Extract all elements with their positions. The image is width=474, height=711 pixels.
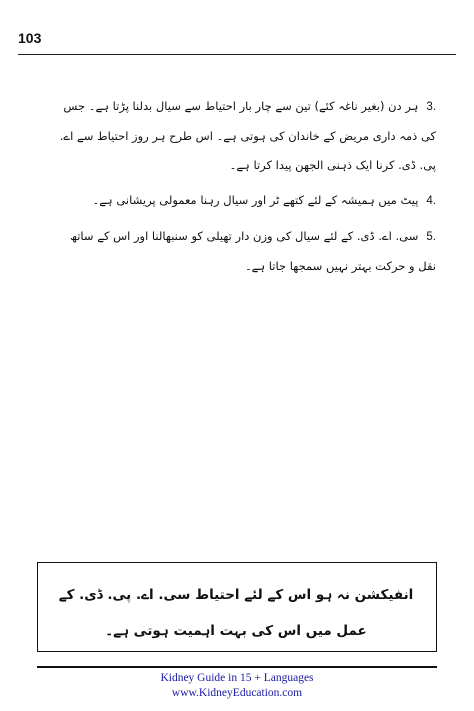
- list-item-number: 4.: [426, 195, 436, 207]
- footer-title: Kidney Guide in 15 + Languages: [160, 672, 314, 684]
- numbered-list: [56, 92, 436, 287]
- callout-text: انفیکشن نہ ہو اس کے لئے احتیاط سی. اے. پی. ڈی. کے عمل میں اس کی بہت اہمیت ہوتی ہے۔: [58, 587, 414, 639]
- list-item-text: ہر دن (بغیر ناغہ کئے) تین سے چار بار احتیاط سے سیال بدلنا پڑتا ہے۔ جس کی ذمہ داری مریض کے خاندان کی ہوتی ہے۔ اس طرح ہر روز احتیاط سے اے. پی. ڈی. کرنا ایک ذہنی الجھن پیدا کرتا ہے۔: [59, 99, 436, 172]
- list-item-text: پیٹ میں ہمیشہ کے لئے کتھے ٹر اور سیال رہنا معمولی پریشانی ہے۔: [92, 193, 419, 207]
- header-divider: [18, 54, 456, 55]
- list-item-number: 5.: [426, 231, 436, 243]
- list-item-number: 3.: [426, 101, 436, 113]
- page-number: 103: [18, 30, 42, 46]
- list-item-text: سی. اے. ڈی. کے لئے سیال کی وزن دار تھیلی کو سنبھالنا اور اس کے ساتھ نقل و حرکت بہتر نہیں سمجھا جاتا ہے۔: [69, 229, 436, 273]
- footer-website-link[interactable]: www.KidneyEducation.com: [171, 687, 303, 699]
- list-item: [56, 92, 436, 180]
- list-item: [56, 222, 436, 281]
- footer: [0, 671, 474, 701]
- callout-box: [37, 562, 437, 652]
- list-item: [56, 186, 436, 216]
- footer-divider: [37, 666, 437, 668]
